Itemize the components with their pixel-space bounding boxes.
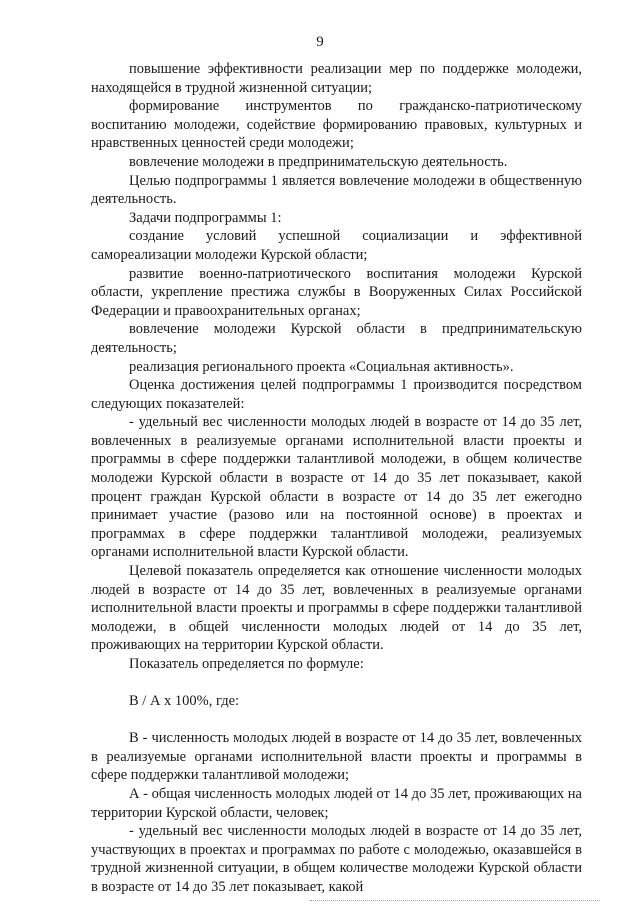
paragraph: формирование инструментов по гражданско-патриотическому воспитанию молодежи, содействие формированию правовых, культурных и нравственных ценностей среди молодежи; — [91, 98, 582, 152]
paragraph: Целью подпрограммы 1 является вовлечение молодежи в общественную деятельность. — [91, 172, 582, 208]
paragraph: вовлечение молодежи Курской области в предпринимательскую деятельность; — [91, 321, 582, 356]
document-body — [91, 60, 582, 897]
paragraph: развитие военно-патриотического воспитания молодежи Курской области, укрепление престижа службы в Вооруженных Силах Российской Федерации и правоохранительных органах; — [91, 265, 582, 319]
page-number: 9 — [316, 34, 324, 50]
definition: А - общая численность молодых людей от 14 до 35 лет, проживающих на территории Курской области, человек; — [91, 785, 582, 821]
paragraph: Целевой показатель определяется как отношение численности молодых людей в возрасте от 14 до 35 лет, вовлеченных в реализуемые органами исполнительной власти проекты и программы в сфере поддержки талантливой молодежи, в общей численности молодых людей от 14 до 35 лет, проживающих на территории Курской области. — [91, 563, 582, 654]
paragraph: Оценка достижения целей подпрограммы 1 производится посредством следующих показателей: — [91, 377, 582, 412]
paragraph: повышение эффективности реализации мер по поддержке молодежи, находящейся в трудной жизненной ситуации; — [91, 61, 582, 96]
paragraph: Показатель определяется по формуле: — [129, 656, 364, 672]
paragraph: вовлечение молодежи в предпринимательскую деятельность. — [129, 153, 508, 170]
paragraph: реализация регионального проекта «Социальная активность». — [129, 358, 514, 375]
paragraph: - удельный вес численности молодых людей в возрасте от 14 до 35 лет, участвующих в проектах и программах по работе с молодежью, оказавшейся в трудной жизненной ситуации, в общем количестве молодежи Курской области в возрасте от 14 до 35 лет показывает, какой — [91, 823, 582, 895]
formula: В / А х 100%, где: — [129, 692, 240, 709]
paragraph: создание условий успешной социализации и эффективной самореализации молодежи Курской области; — [91, 228, 582, 263]
definition: В - численность молодых людей в возрасте от 14 до 35 лет, вовлеченных в реализуемые органами исполнительной власти проекты и программы в сфере поддержки талантливой молодежи; — [91, 730, 582, 784]
paragraph: Задачи подпрограммы 1: — [129, 209, 282, 226]
paragraph: - удельный вес численности молодых людей в возрасте от 14 до 35 лет, вовлеченных в реализуемые органами исполнительной власти проекты и программы в сфере поддержки талантливой молодежи, в общем количестве молодежи Курской области в возрасте от 14 до 35 лет показывает, какой процент граждан Курской области в возрасте от 14 до 35 лет ежегодно принимает участие (разово или на постоянной основе) в проектах и программах в сфере поддержки талантливой молодежи, реализуемых органами исполнительной власти Курской области. — [91, 414, 582, 561]
scan-footer-marks — [310, 897, 600, 901]
